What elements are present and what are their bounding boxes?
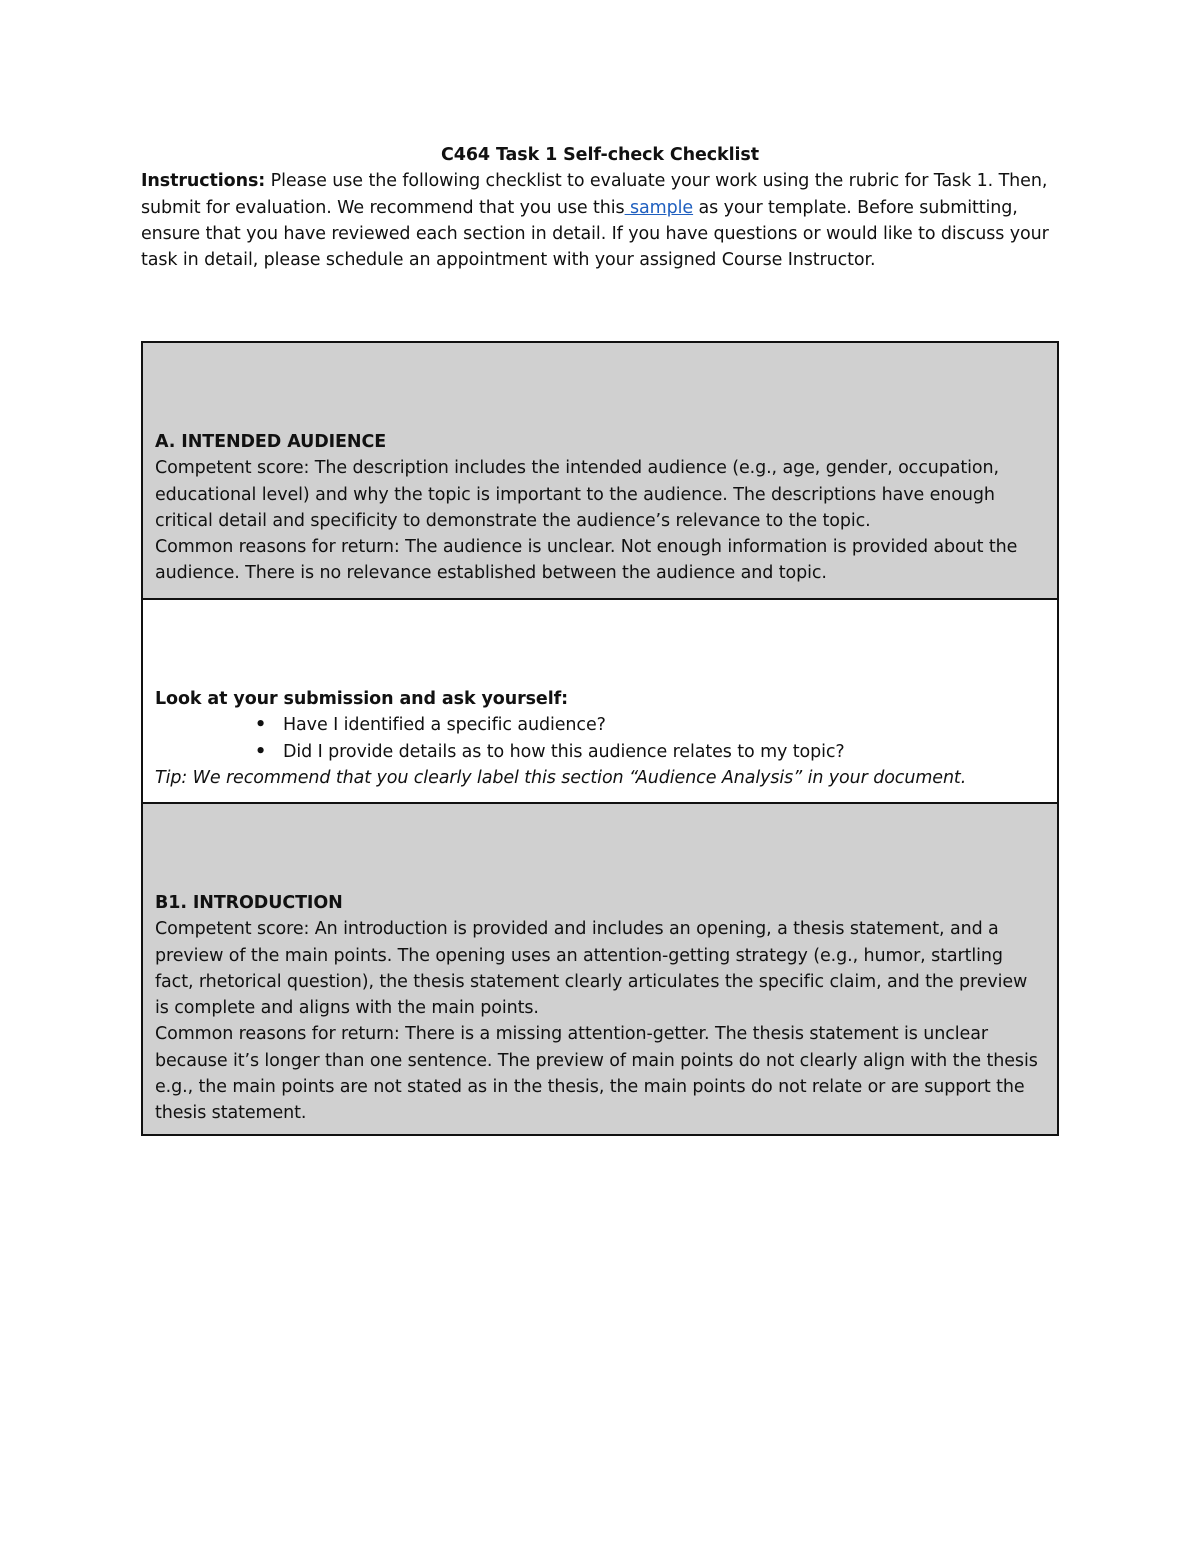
list-item: • Did I provide details as to how this audience relates to my topic?: [283, 739, 1045, 765]
ask-yourself-title: Look at your submission and ask yourself:: [155, 689, 569, 709]
checklist-table: [141, 341, 1059, 1136]
competent-score-text: Competent score: An introduction is provided and includes an opening, a thesis statement, and a preview of the main points. The opening uses an attention-getting strategy (e.g., humor, startling fact, rhetorical question), the thesis statement clearly articulates the specific claim, and the preview is complete and aligns with the main points.: [155, 919, 1028, 1019]
document-header: [141, 142, 1059, 273]
instructions-paragraph: [141, 168, 1059, 273]
common-reasons-text: Common reasons for return: The audience is unclear. Not enough information is provided about the audience. There is no relevance established between the audience and topic.: [155, 537, 1018, 584]
section-heading: A. INTENDED AUDIENCE: [155, 432, 387, 452]
section-introduction: [143, 802, 1057, 1134]
instructions-lead: Instructions:: [141, 171, 266, 192]
section-heading: B1. INTRODUCTION: [155, 893, 343, 913]
list-item: • Have I identified a specific audience?: [283, 712, 1045, 738]
question-list: [155, 712, 1045, 765]
document-title: C464 Task 1 Self-check Checklist: [441, 145, 759, 165]
sample-link[interactable]: sample: [624, 197, 694, 218]
competent-score-text: Competent score: The description includes the intended audience (e.g., age, gender, occupation, educational level) and why the topic is important to the audience. The descriptions have enough critical detail and specificity to demonstrate the audience’s relevance to the topic.: [155, 458, 999, 531]
section-intended-audience: [143, 343, 1057, 598]
instructions-text-after-link: as your template. Before submitting, ensure that you have reviewed each section in detail. If you have questions or would like to discuss your task in detail, please schedule an appointment with your assigned Course Instructor.: [141, 197, 1049, 271]
self-check-questions: [143, 598, 1057, 802]
instructions-text-before-link: Please use the following checklist to evaluate your work using the rubric for Task 1. Then, submit for evaluation. We recommend that you use this: [141, 171, 1048, 218]
tip-text: Tip: We recommend that you clearly label this section “Audience Analysis” in your document.: [155, 767, 967, 788]
common-reasons-text: Common reasons for return: There is a missing attention-getter. The thesis statement is unclear because it’s longer than one sentence. The preview of main points do not clearly align with the thesis e.g., the main points are not stated as in the thesis, the main points do not relate or are support the thesis statement.: [155, 1024, 1038, 1124]
